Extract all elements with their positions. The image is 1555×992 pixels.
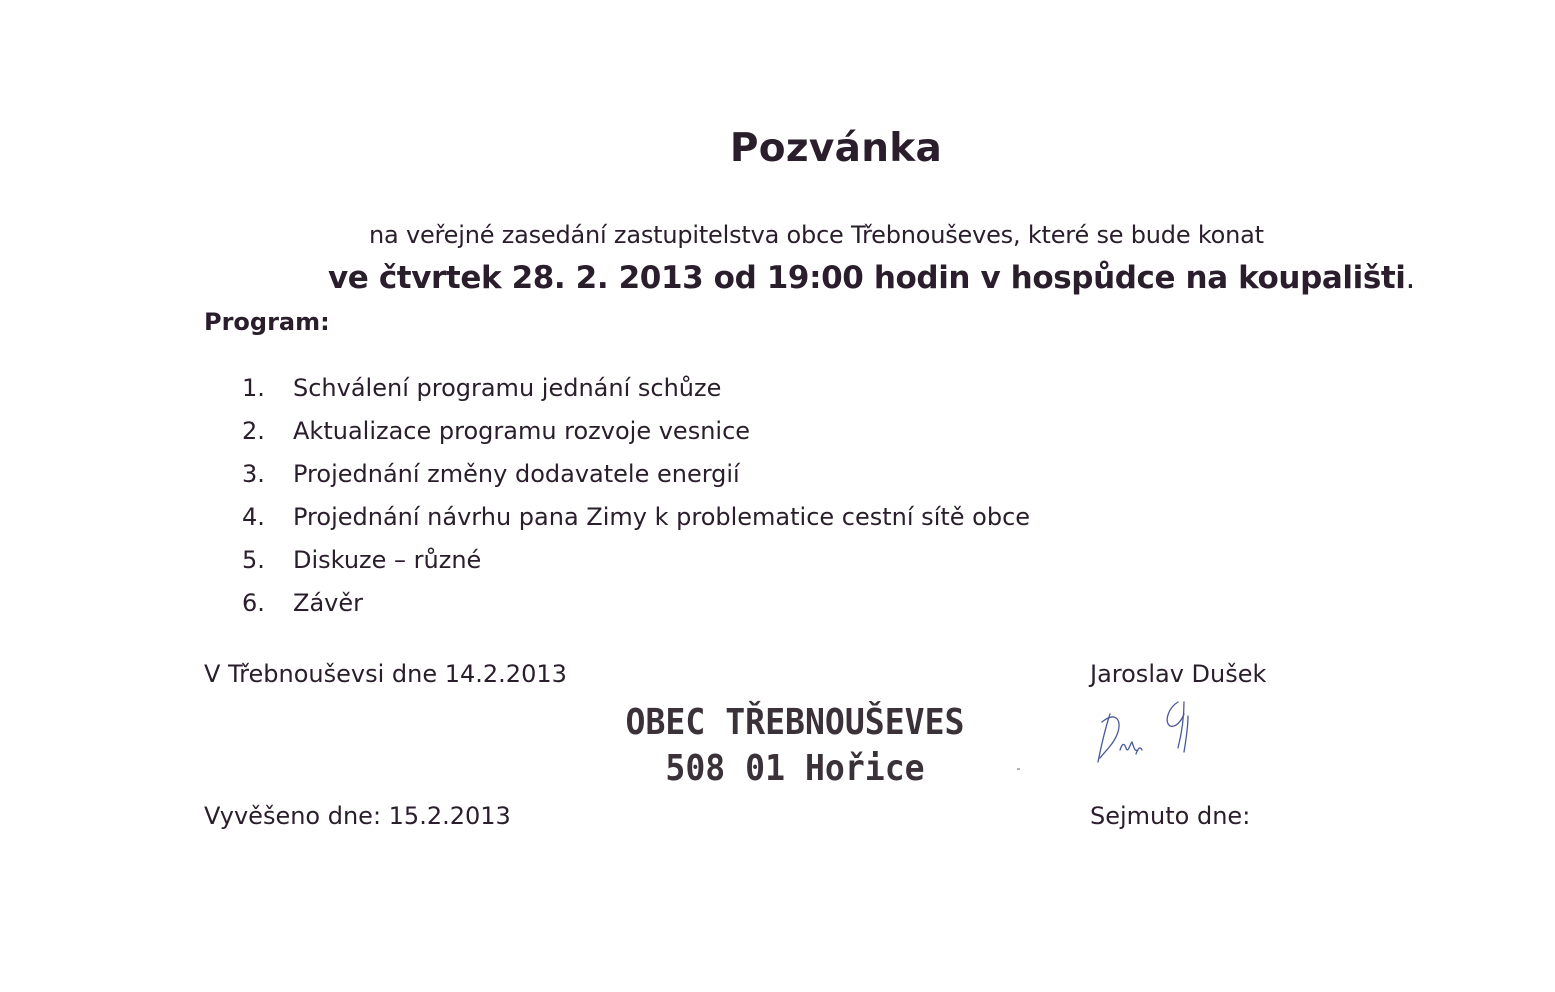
agenda-item: [242, 546, 1030, 589]
stamp-line-2: 508 01 Hořice: [665, 748, 925, 789]
agenda-item: [242, 503, 1030, 546]
agenda-item-text: Projednání návrhu pana Zimy k problematice cestní sítě obce: [293, 503, 1031, 531]
agenda-item-text: Aktualizace programu rozvoje vesnice: [293, 417, 751, 445]
meeting-time-place-text: ve čtvrtek 28. 2. 2013 od 19:00 hodin v hospůdce na koupališti: [328, 260, 1406, 296]
agenda-item: [242, 460, 1030, 503]
agenda-item: [242, 374, 1030, 417]
place-and-date: V Třebnouševsi dne 14.2.2013: [204, 660, 567, 688]
handwritten-signature: [1088, 692, 1208, 772]
agenda-item: [242, 589, 1030, 632]
agenda-item-number: 5.: [242, 546, 265, 574]
agenda-item-number: 4.: [242, 503, 265, 531]
removed-date: Sejmuto dne:: [1090, 802, 1251, 830]
municipal-stamp: [600, 700, 990, 792]
agenda-item-text: Schválení programu jednání schůze: [293, 374, 722, 402]
program-label: Program:: [204, 308, 330, 336]
agenda-item-number: 2.: [242, 417, 265, 445]
posted-date: Vyvěšeno dne: 15.2.2013: [204, 802, 511, 830]
scan-speck: [1017, 768, 1020, 770]
agenda-item-text: Diskuze – různé: [293, 546, 482, 574]
agenda-item-text: Projednání změny dodavatele energií: [293, 460, 740, 488]
document-title: Pozvánka: [729, 126, 943, 171]
stamp-line-1: OBEC TŘEBNOUŠEVES: [625, 702, 965, 743]
agenda-item-number: 6.: [242, 589, 265, 617]
intro-line: na veřejné zasedání zastupitelstva obce Třebnouševes, které se bude konat: [369, 221, 1264, 249]
agenda-item-number: 1.: [242, 374, 265, 402]
agenda-list: [242, 374, 1030, 632]
signer-name: Jaroslav Dušek: [1090, 660, 1267, 688]
meeting-time-place: [328, 260, 1415, 296]
agenda-item-number: 3.: [242, 460, 265, 488]
meeting-time-place-period: .: [1405, 260, 1416, 296]
agenda-item-text: Závěr: [293, 589, 363, 617]
agenda-item: [242, 417, 1030, 460]
